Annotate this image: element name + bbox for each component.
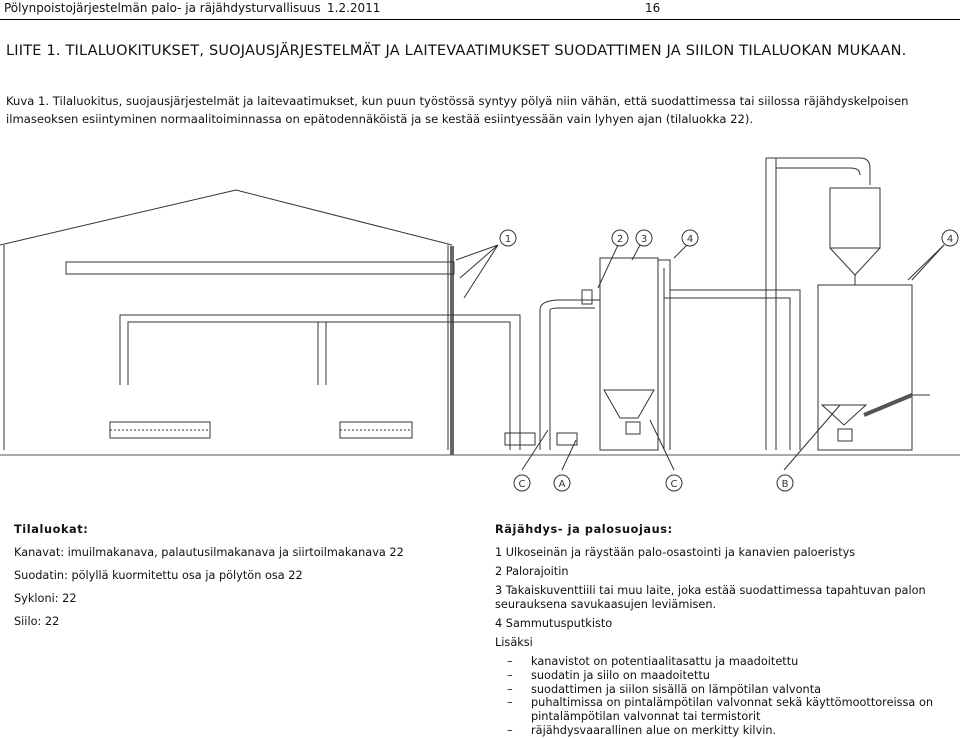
additional-item: – kanavistot on potentiaalitasattu ja maadoitettu xyxy=(495,655,935,669)
protection-item-1: 1 Ulkoseinän ja räystään palo-osastointi ja kanavien paloeristys xyxy=(495,546,856,559)
callout-bottom-3: C xyxy=(670,479,678,490)
zone-item-ducts: Kanavat: imuilmakanava, palautusilmakanava ja siirtoilmakanava 22 xyxy=(14,546,404,559)
zone-classification-column xyxy=(14,523,454,638)
protection-item-2: 2 Palorajoitin xyxy=(495,565,569,578)
header-divider xyxy=(0,19,960,20)
dust-extraction-diagram xyxy=(0,150,960,495)
callout-top-1: 1 xyxy=(504,234,512,245)
riser-duct xyxy=(766,158,776,450)
callout-top-4: 4 xyxy=(686,234,694,245)
additional-item: – suodattimen ja siilon sisällä on lämpötilan valvonta xyxy=(495,683,935,697)
supply-duct xyxy=(66,262,454,274)
protection-column xyxy=(495,523,935,738)
callout-bottom-2: A xyxy=(558,479,566,490)
zone-item-silo: Siilo: 22 xyxy=(14,615,60,628)
filter-housing xyxy=(600,258,658,450)
additional-list xyxy=(495,655,935,738)
header-document-title: Pölynpoistojärjestelmän palo- ja räjähdysturvallisuus xyxy=(4,1,321,15)
additional-item: – suodatin ja siilo on maadoitettu xyxy=(495,669,935,683)
protection-item-4: 4 Sammutusputkisto xyxy=(495,617,613,630)
callout-top-3: 3 xyxy=(640,234,648,245)
protection-item-3: 3 Takaiskuventtiili tai muu laite, joka estää suodattimessa tapahtuvan palon seurauksena savukaasujen leviämisen. xyxy=(495,584,926,611)
figure-caption: Kuva 1. Tilaluokitus, suojausjärjestelmät ja laitevaatimukset, kun puun työstössä syntyy pölyä niin vähän, että suodattimessa tai siilossa räjähdyskelpoisen ilmaseoksen esiintyminen normaalitoiminnassa on epätodennäköistä ja se kestää esiintyessään vain lyhyen ajan (tilaluokka 22). xyxy=(6,94,909,126)
callout-bottom-4: B xyxy=(781,479,789,490)
callout-top-2: 2 xyxy=(616,234,624,245)
additional-item: – räjähdysvaarallinen alue on merkitty kilvin. xyxy=(495,724,935,738)
header-page-number: 16 xyxy=(645,1,661,15)
appendix-title: LIITE 1. TILALUOKITUKSET, SUOJAUSJÄRJESTELMÄT JA LAITEVAATIMUKSET SUODATTIMEN JA SIILON TILALUOKAN MUKAAN. xyxy=(6,43,907,59)
additional-item: – puhaltimissa on pintalämpötilan valvonnat sekä käyttömoottoreissa on pintalämpötilan valvonnat tai termistorit xyxy=(495,696,935,724)
building-roof xyxy=(0,190,452,245)
header-date: 1.2.2011 xyxy=(327,1,381,15)
additional-heading: Lisäksi xyxy=(495,636,533,649)
page-header xyxy=(0,0,960,22)
zone-item-filter: Suodatin: pölyllä kuormitettu osa ja pölytön osa 22 xyxy=(14,569,303,582)
cyclone xyxy=(830,188,880,248)
callout-top-5: 4 xyxy=(946,234,954,245)
callout-bottom-1: C xyxy=(518,479,526,490)
protection-heading: Räjähdys- ja palosuojaus: xyxy=(495,523,673,536)
zone-heading: Tilaluokat: xyxy=(14,523,89,536)
silo xyxy=(818,285,912,450)
zone-item-cyclone: Sykloni: 22 xyxy=(14,592,77,605)
